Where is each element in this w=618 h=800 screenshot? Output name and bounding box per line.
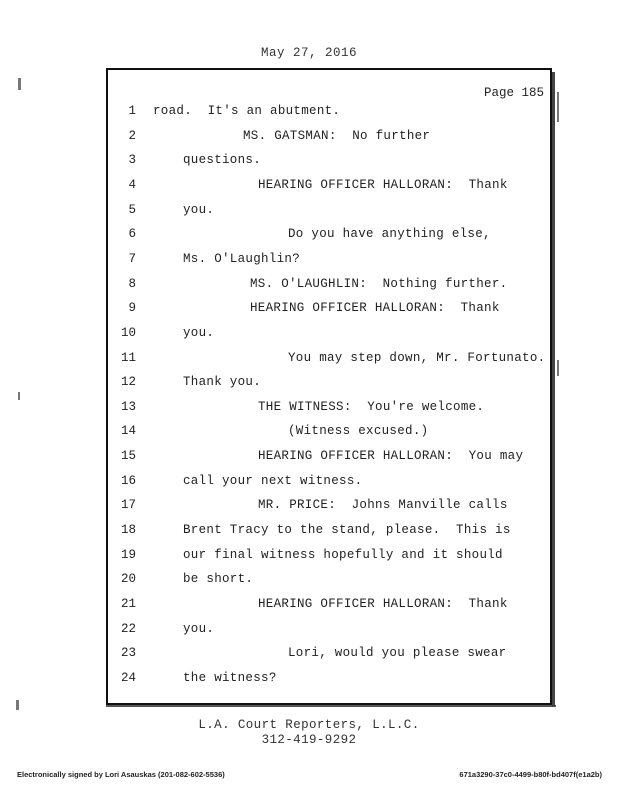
transcript-line-text: our final witness hopefully and it should bbox=[183, 547, 503, 562]
transcript-date: May 27, 2016 bbox=[260, 46, 357, 60]
line-number: 5 bbox=[128, 202, 136, 217]
line-number: 24 bbox=[120, 670, 136, 685]
line-number: 7 bbox=[128, 251, 136, 266]
transcript-line-text: HEARING OFFICER HALLORAN: Thank bbox=[258, 597, 508, 611]
transcript-line-text: Brent Tracy to the stand, please. This is bbox=[183, 523, 511, 538]
frame-right-shadow bbox=[552, 72, 555, 707]
scan-speck bbox=[18, 78, 21, 90]
line-number: 9 bbox=[128, 301, 136, 316]
scan-speck bbox=[16, 700, 19, 710]
line-number: 20 bbox=[120, 572, 136, 587]
line-number: 14 bbox=[120, 424, 136, 439]
line-number: 3 bbox=[128, 153, 136, 168]
transcript-line-text: MS. O'LAUGHLIN: Nothing further. bbox=[250, 276, 508, 291]
line-number: 22 bbox=[120, 621, 136, 636]
transcript-line-text: You may step down, Mr. Fortunato. bbox=[288, 350, 546, 365]
transcript-line-text: you. bbox=[183, 202, 215, 217]
court-reporter-firm: L.A. Court Reporters, L.L.C. bbox=[198, 718, 420, 732]
line-number: 10 bbox=[120, 325, 136, 340]
transcript-line-text: you. bbox=[183, 621, 215, 636]
line-number: 19 bbox=[120, 547, 136, 562]
transcript-line-text: HEARING OFFICER HALLORAN: Thank bbox=[250, 301, 500, 316]
scan-speck bbox=[557, 92, 559, 122]
page-number: Page 185 bbox=[483, 86, 544, 100]
line-number: 13 bbox=[120, 399, 136, 414]
line-number: 8 bbox=[128, 276, 136, 291]
transcript-line-text: (Witness excused.) bbox=[288, 424, 429, 439]
line-number: 6 bbox=[128, 227, 136, 242]
transcript-line-text: THE WITNESS: You're welcome. bbox=[258, 399, 485, 414]
transcript-line-text: Thank you. bbox=[183, 375, 262, 390]
line-number: 12 bbox=[120, 375, 136, 390]
transcript-line-text: road. It's an abutment. bbox=[153, 104, 341, 118]
scan-speck bbox=[557, 360, 559, 376]
line-number: 2 bbox=[128, 128, 136, 143]
line-number: 16 bbox=[120, 473, 136, 488]
transcript-line-text: questions. bbox=[183, 153, 262, 168]
document-hash: 671a3290-37c0-4499-b80f-bd407f(e1a2b) bbox=[459, 770, 602, 779]
line-number: 21 bbox=[120, 597, 136, 611]
transcript-line-text: the witness? bbox=[183, 670, 277, 685]
line-number: 15 bbox=[120, 449, 136, 464]
transcript-line-text: Ms. O'Laughlin? bbox=[183, 251, 301, 266]
court-reporter-phone: 312-419-9292 bbox=[261, 733, 357, 747]
transcript-line-text: Do you have anything else, bbox=[288, 227, 491, 242]
transcript-line-text: HEARING OFFICER HALLORAN: Thank bbox=[258, 177, 508, 192]
transcript-line-text: you. bbox=[183, 325, 215, 340]
transcript-line-text: HEARING OFFICER HALLORAN: You may bbox=[258, 449, 524, 464]
transcript-line-text: be short. bbox=[183, 572, 254, 587]
line-number: 23 bbox=[120, 646, 136, 661]
line-number: 4 bbox=[128, 177, 136, 192]
transcript-line-text: MR. PRICE: Johns Manville calls bbox=[258, 498, 508, 513]
line-number: 17 bbox=[120, 498, 136, 513]
electronic-signature: Electronically signed by Lori Asauskas (201-082-602-5536) bbox=[17, 770, 225, 779]
scan-speck bbox=[18, 392, 20, 400]
transcript-line-text: Lori, would you please swear bbox=[288, 646, 507, 661]
transcript-line-text: MS. GATSMAN: No further bbox=[243, 128, 431, 143]
line-number: 11 bbox=[120, 350, 136, 365]
line-number: 18 bbox=[120, 523, 136, 538]
transcript-line-text: call your next witness. bbox=[183, 473, 363, 488]
line-number: 1 bbox=[128, 104, 136, 118]
frame-bottom-shadow bbox=[106, 705, 556, 707]
